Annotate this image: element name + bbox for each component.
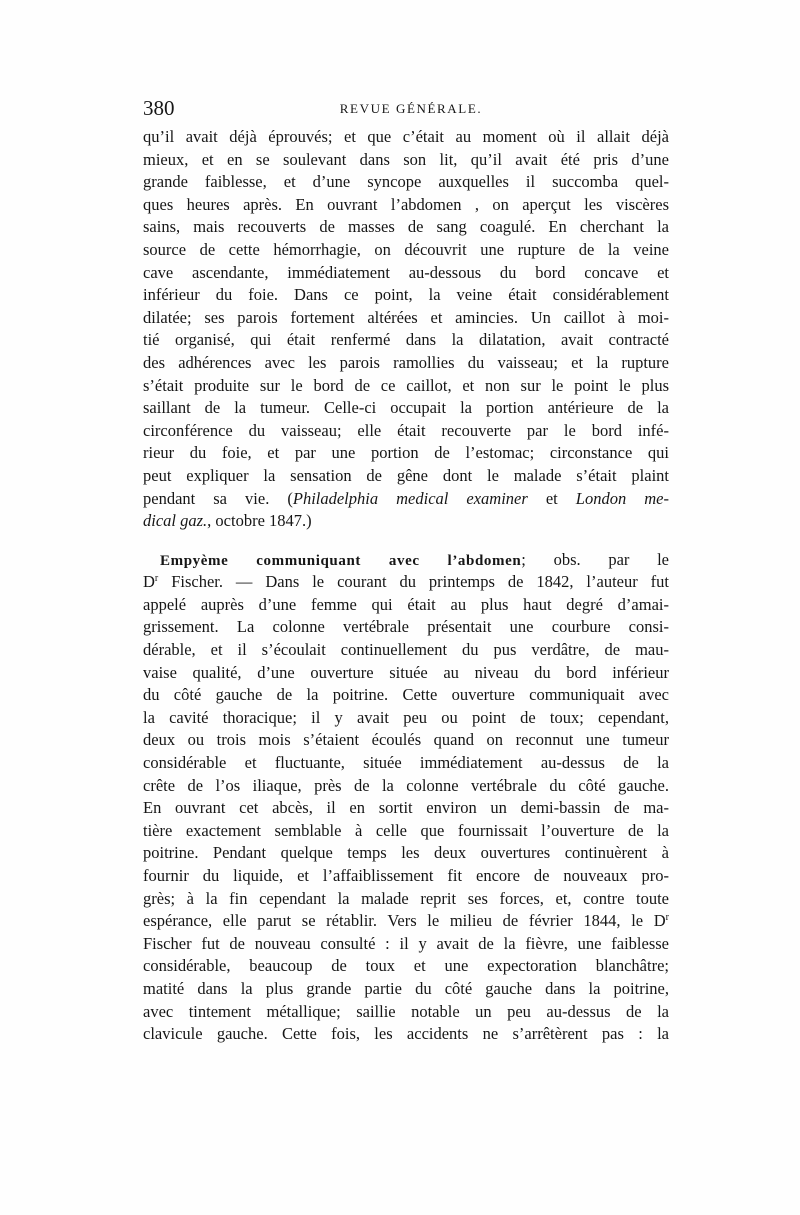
text-run: qu’il avait déjà éprouvés; et que c’était au moment où il allait déjà: [143, 127, 669, 146]
text-run: deux ou trois mois s’étaient écoulés quand on reconnut une tumeur: [143, 730, 669, 750]
text-run: espérance, elle parut se rétablir. Vers le milieu de février 1844, le D: [143, 911, 666, 931]
text-run: considérable, beaucoup de toux et une expectoration blanchâtre;: [143, 956, 669, 976]
text-run: matité dans la plus grande partie du côté gauche dans la poitrine,: [143, 978, 669, 998]
text-run: appelé auprès d’une femme qui était au plus haut degré d’amai-: [143, 594, 669, 614]
text-line: [143, 707, 669, 730]
text-run: peut expliquer la sensation de gêne dont le malade s’était plaint: [143, 465, 669, 485]
text-run: , octobre 1847.): [207, 511, 312, 531]
text-line: [143, 571, 669, 594]
text-run: du côté gauche de la poitrine. Cette ouverture communiquait avec: [143, 685, 669, 705]
text-run: vaise qualité, d’une ouverture située au niveau du bord inférieur: [143, 662, 669, 682]
text-line: [143, 488, 669, 511]
text-run: Fischer fut de nouveau consulté : il y avait de la fièvre, une faiblesse: [143, 933, 669, 953]
text-body: [143, 126, 669, 1046]
text-run: ; obs. par le: [521, 549, 669, 569]
text-run: et: [527, 488, 576, 508]
paragraph-vein-rupture-case: [143, 126, 669, 533]
text-run: dérable, et il s’écoulait continuellement du pus verdâtre, de mau-: [143, 640, 669, 660]
text-run: s’était produite sur le bord de ce caillot, et non sur le point le plus: [143, 375, 669, 395]
text-run: dilatée; ses parois fortement altérées et amincies. Un caillot à moi-: [143, 307, 669, 327]
text-run: grissement. La colonne vertébrale présentait une courbure consi-: [143, 617, 669, 637]
text-run: grès; à la fin cependant la malade reprit ses forces, et, contre toute: [143, 888, 669, 908]
text-run: pendant sa vie. (: [143, 488, 293, 508]
text-run: crête de l’os iliaque, près de la colonne vertébrale du côté gauche.: [143, 775, 669, 795]
text-line: [143, 284, 669, 307]
text-line: [143, 842, 669, 865]
text-line: [143, 639, 669, 662]
text-line: [143, 865, 669, 888]
text-line: [143, 752, 669, 775]
text-run: fournir du liquide, et l’affaiblissement fit encore de nouveaux pro-: [143, 866, 669, 885]
text-run: En ouvrant cet abcès, il en sortit environ un demi-bassin de ma-: [143, 798, 669, 818]
text-line: [143, 420, 669, 443]
running-head: [143, 96, 669, 120]
text-run: clavicule gauche. Cette fois, les accidents ne s’arrêtèrent pas : la: [143, 1024, 669, 1044]
text-line: [143, 329, 669, 352]
text-line: [143, 955, 669, 978]
text-line: [143, 797, 669, 820]
text-line: [143, 549, 669, 572]
text-line: [143, 933, 669, 956]
text-line: [143, 684, 669, 707]
text-line: [143, 216, 669, 239]
text-run: circonférence du vaisseau; elle était recouverte par le bord infé-: [143, 420, 669, 440]
paragraph-empyema-observation: [143, 549, 669, 1046]
text-line: [143, 594, 669, 617]
text-line: [143, 352, 669, 375]
text-line: [143, 820, 669, 843]
text-run: mieux, et en se soulevant dans son lit, qu’il avait été pris d’une: [143, 149, 669, 169]
text-run: la cavité thoracique; il y avait peu ou point de toux; cependant,: [143, 707, 669, 727]
text-run: D: [143, 572, 155, 592]
text-line: [143, 910, 669, 933]
text-line: [143, 978, 669, 1001]
italic-citation: London me-: [575, 488, 669, 508]
text-line: [143, 465, 669, 488]
text-run: considérable et fluctuante, située immédiatement au-dessus de la: [143, 753, 669, 773]
text-run: poitrine. Pendant quelque temps les deux ouvertures continuèrent à: [143, 843, 669, 863]
italic-citation: dical gaz.: [143, 511, 208, 531]
text-run: tière exactement semblable à celle que fournissait l’ouverture de la: [143, 820, 669, 840]
text-run: des adhérences avec les parois ramollies du vaisseau; et la rupture: [143, 352, 669, 372]
text-line: [143, 775, 669, 798]
text-line: [143, 239, 669, 262]
text-run: saillant de la tumeur. Celle-ci occupait la portion antérieure de la: [143, 398, 669, 418]
text-run: source de cette hémorrhagie, on découvrit une rupture de la veine: [143, 239, 669, 259]
italic-citation: Philadelphia medical examiner: [292, 488, 528, 508]
text-line: [143, 126, 669, 149]
running-title: REVUE GÉNÉRALE.: [339, 101, 483, 116]
text-line: [143, 442, 669, 465]
text-line: [143, 262, 669, 285]
page-number: 380: [143, 96, 175, 120]
text-run: sains, mais recouverts de masses de sang coagulé. En cherchant la: [143, 217, 669, 237]
text-line: [143, 149, 669, 172]
text-line: [143, 171, 669, 194]
bold-heading: Empyème communiquant avec l’abdomen: [160, 552, 522, 569]
text-line: [143, 662, 669, 685]
text-run: cave ascendante, immédiatement au-dessous du bord concave et: [143, 262, 669, 282]
text-run: tié organisé, qui était renfermé dans la dilatation, avait contracté: [143, 330, 669, 350]
text-line: [143, 194, 669, 217]
text-line: [143, 510, 669, 533]
superscript: r: [154, 573, 159, 585]
text-line: [143, 888, 669, 911]
text-run: grande faiblesse, et d’une syncope auxquelles il succomba quel-: [143, 172, 669, 192]
text-line: [143, 1001, 669, 1024]
text-line: [143, 1023, 669, 1046]
text-run: ques heures après. En ouvrant l’abdomen , on aperçut les viscères: [143, 194, 669, 214]
text-line: [143, 729, 669, 752]
text-run: avec tintement métallique; saillie notable un peu au-dessus de la: [143, 1001, 669, 1021]
text-run: Fischer. — Dans le courant du printemps de 1842, l’auteur fut: [158, 572, 669, 592]
text-line: [143, 616, 669, 639]
superscript: r: [665, 912, 669, 924]
text-line: [143, 397, 669, 420]
text-run: inférieur du foie. Dans ce point, la veine était considérablement: [143, 285, 669, 305]
text-run: rieur du foie, et par une portion de l’estomac; circonstance qui: [143, 443, 669, 463]
text-line: [143, 375, 669, 398]
text-line: [143, 307, 669, 330]
